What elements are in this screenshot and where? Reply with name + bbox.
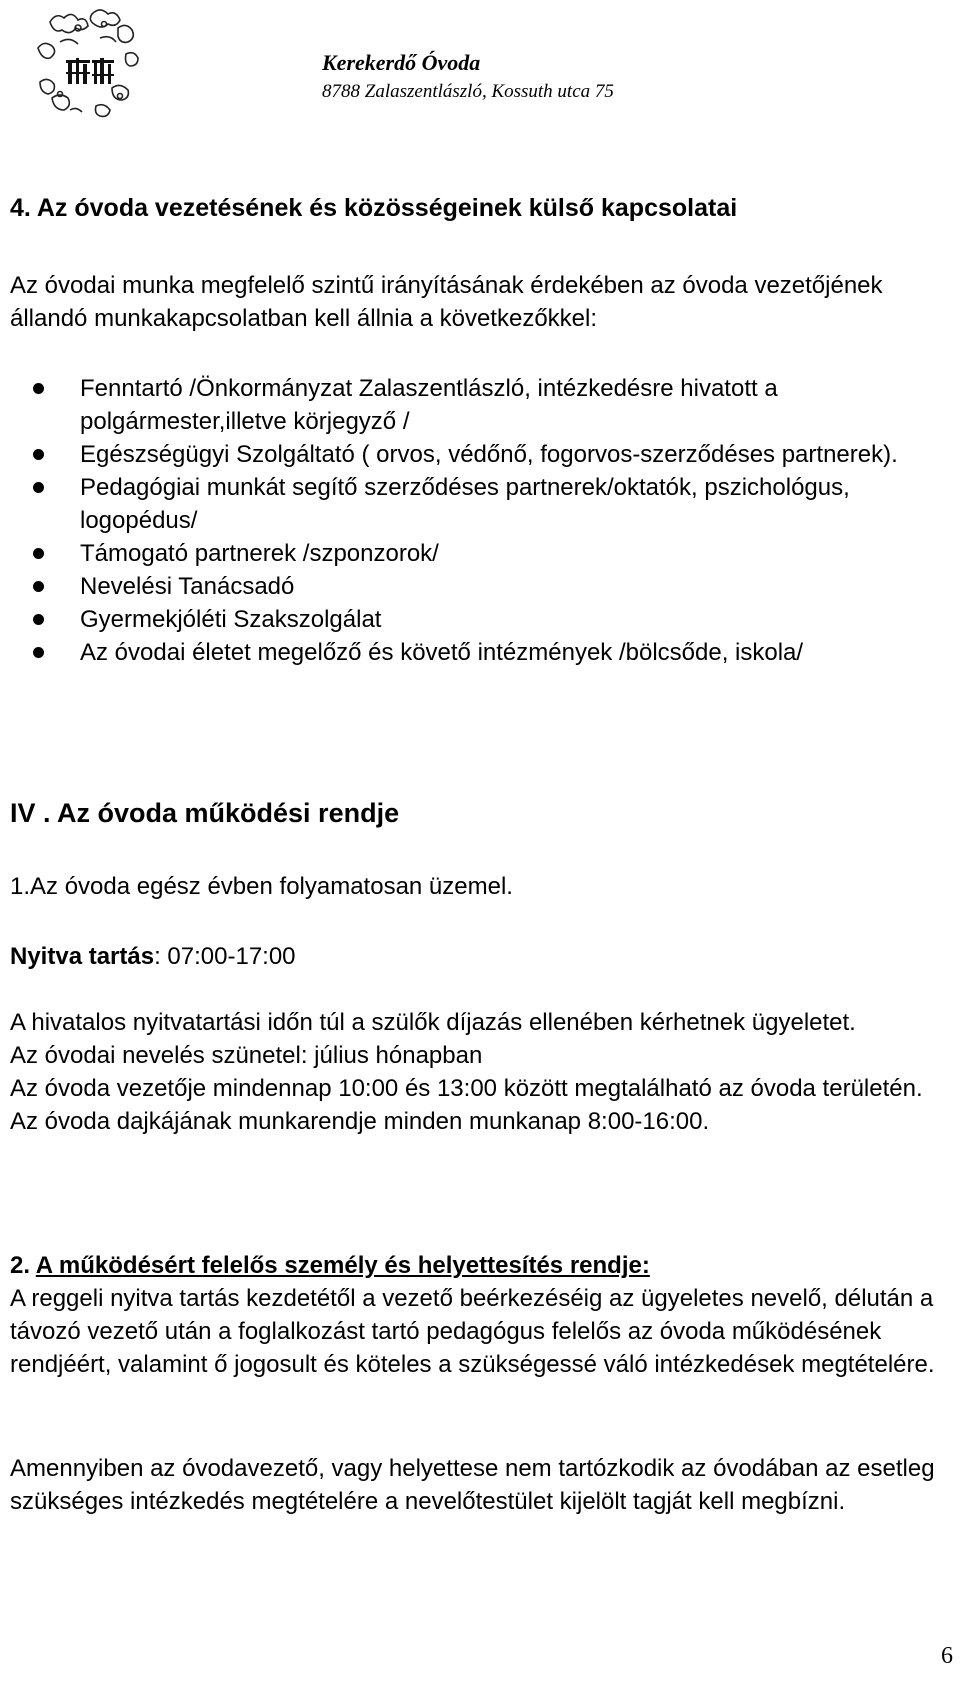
list-item-text: Egészségügyi Szolgáltató ( orvos, védőnő, fogorvos-szerződéses partnerek). <box>80 441 898 468</box>
list-item <box>0 372 955 438</box>
section-4-intro: Az óvodai munka megfelelő szintű irányításának érdekében az óvoda vezetőjének állandó munkakapcsolatban kell állnia a következőkkel: <box>10 272 883 332</box>
bullet-icon <box>33 449 44 460</box>
kindergarten-logo-icon <box>30 2 148 122</box>
list-item <box>0 570 955 603</box>
list-item-text: Pedagógiai munkát segítő szerződéses partnerek/oktatók, pszichológus, logopédus/ <box>80 474 850 534</box>
schedule-line: A hivatalos nyitvatartási időn túl a szülők díjazás ellenében kérhetnek ügyeletet. <box>10 1009 856 1036</box>
contacts-list <box>0 372 955 669</box>
list-item <box>0 471 955 537</box>
section-2-number: 2. <box>10 1252 36 1279</box>
list-item-text: Az óvodai életet megelőző és követő intézmények /bölcsőde, iskola/ <box>80 639 804 666</box>
responsibility-paragraph: A reggeli nyitva tartás kezdetétől a vezető beérkezéséig az ügyeletes nevelő, délután a távozó vezető után a foglalkozást tartó pedagógus felelős az óvoda működésének rendjéért, valamint ő jogosult és köteles a szükségessé váló intézkedések megtételére. <box>10 1285 935 1378</box>
bullet-icon <box>33 482 44 493</box>
list-item-text: Nevelési Tanácsadó <box>80 573 295 600</box>
org-name: Kerekerdő Óvoda <box>322 50 481 75</box>
section-2-heading <box>10 1249 955 1282</box>
bullet-icon <box>33 647 44 658</box>
bullet-icon <box>33 614 44 625</box>
substitution-paragraph: Amennyiben az óvodavezető, vagy helyettese nem tartózkodik az óvodában az esetleg szükséges intézkedés megtételére a nevelőtestület kijelölt tagját kell megbízni. <box>10 1455 935 1515</box>
bullet-icon <box>33 548 44 559</box>
list-item <box>0 603 955 636</box>
schedule-line: Az óvoda dajkájának munkarendje minden munkanap 8:00-16:00. <box>10 1108 710 1135</box>
schedule-line: Az óvodai nevelés szünetel: július hónapban <box>10 1042 483 1069</box>
org-block <box>322 50 614 108</box>
list-item <box>0 636 955 669</box>
bullet-icon <box>33 581 44 592</box>
list-item <box>0 438 955 471</box>
list-item-text: Gyermekjóléti Szakszolgálat <box>80 606 382 633</box>
section-4-heading: 4. Az óvoda vezetésének és közösségeinek külső kapcsolatai <box>10 194 738 222</box>
list-item-text: Fenntartó /Önkormányzat Zalaszentlászló, intézkedésre hivatott a polgármester,illetve körjegyző / <box>80 375 778 435</box>
section-2-title: A működésért felelős személy és helyettesítés rendje: <box>35 1252 650 1279</box>
org-address: 8788 Zalaszentlászló, Kossuth utca 75 <box>322 81 614 102</box>
section-iv-heading: IV . Az óvoda működési rendje <box>10 798 400 828</box>
opening-hours <box>10 940 955 973</box>
list-item <box>0 537 955 570</box>
schedule-paragraph <box>10 1006 955 1138</box>
opening-hours-value: : 07:00-17:00 <box>154 943 296 970</box>
bullet-icon <box>33 383 44 394</box>
schedule-line: Az óvoda vezetője mindennap 10:00 és 13:00 között megtalálható az óvoda területén. <box>10 1075 923 1102</box>
list-item-text: Támogató partnerek /szponzorok/ <box>80 540 439 567</box>
opening-hours-label: Nyitva tartás <box>10 943 155 970</box>
page-number: 6 <box>941 1643 953 1669</box>
year-round-note: 1.Az óvoda egész évben folyamatosan üzemel. <box>10 873 513 900</box>
